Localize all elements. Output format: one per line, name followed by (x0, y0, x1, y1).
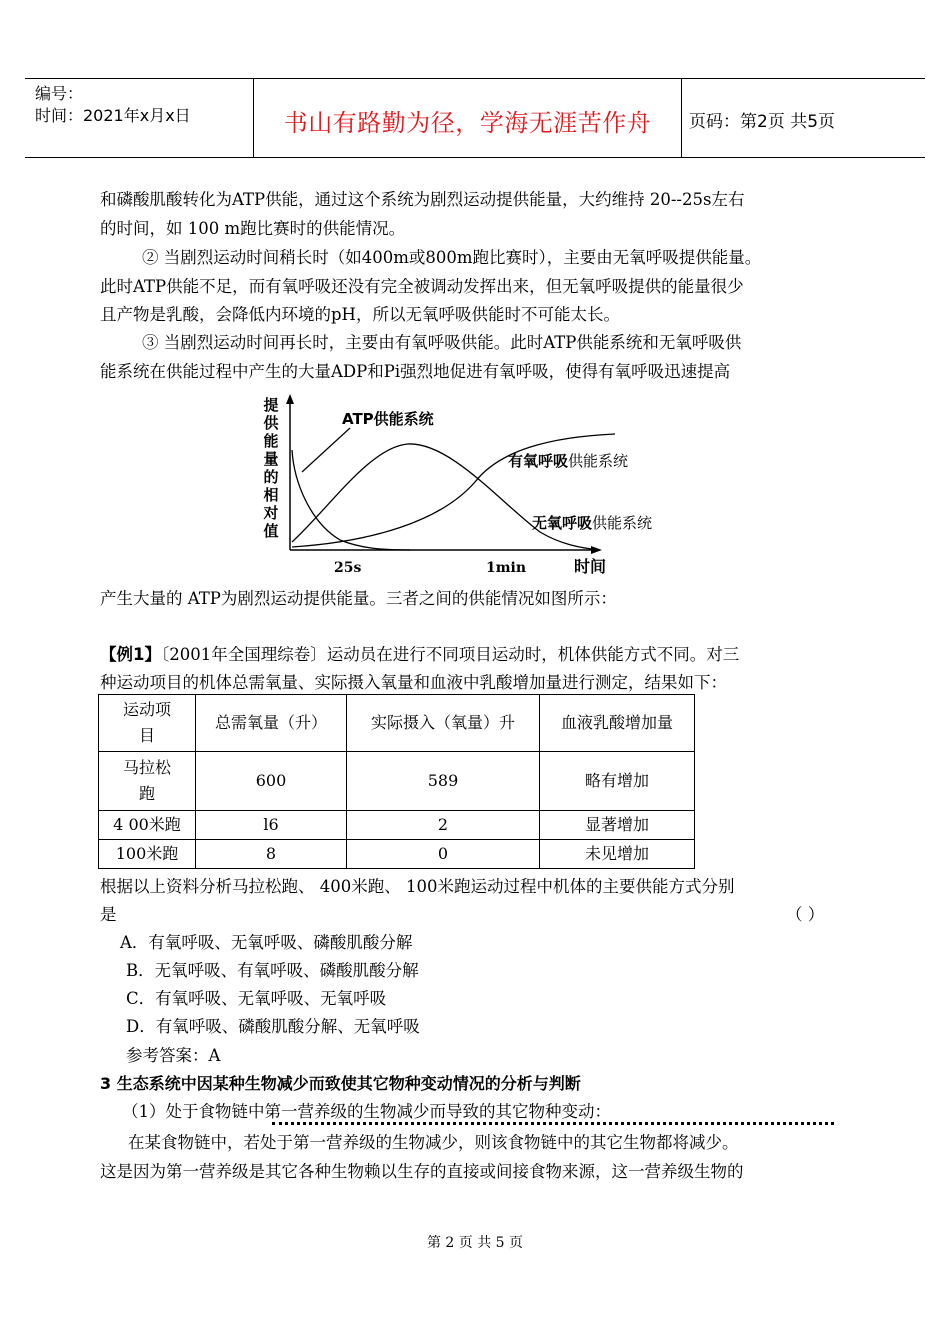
option-a: A．有氧呼吸、无氧呼吸、磷酸肌酸分解 (120, 933, 413, 952)
table-cell: 600 (196, 752, 347, 811)
chart-y-arrow (286, 394, 294, 404)
reference-answer: 参考答案：A (126, 1046, 221, 1065)
table-cell: 589 (347, 752, 540, 811)
paragraph-line: ② 当剧烈运动时间稍长时（如400m或800m跑比赛时），主要由无氧呼吸提供能量。 (142, 248, 762, 267)
paragraph-line: 在某食物链中，若处于第一营养级的生物减少，则该食物链中的其它生物都将减少。 (128, 1133, 739, 1152)
energy-supply-chart (250, 392, 680, 582)
emphasis-dots (272, 1122, 834, 1125)
option-d: D．有氧呼吸、磷酸肌酸分解、无氧呼吸 (126, 1017, 420, 1036)
table-cell: 未见增加 (540, 840, 695, 869)
table-header-cell: 实际摄入（氧量）升 (347, 695, 540, 752)
label-anaerobic-system: 无氧呼吸供能系统 (532, 514, 653, 532)
table-cell: 8 (196, 840, 347, 869)
header-page-number: 页码：第2页 共5页 (689, 112, 836, 132)
document-number-label: 编号： (35, 84, 84, 103)
paragraph-line: 能系统在供能过程中产生的大量ADP和Pi强烈地促进有氧呼吸，使得有氧呼吸迅速提高 (100, 362, 731, 381)
document-time-label: 时间：2021年x月x日 (35, 106, 191, 125)
example-tag: 【例1】 (100, 645, 161, 664)
table-cell: 0 (347, 840, 540, 869)
example-intro-line (100, 640, 860, 669)
paragraph-line: ③ 当剧烈运动时间再长时，主要由有氧呼吸供能。此时ATP供能系统和无氧呼吸供 (142, 333, 742, 352)
section-3-title: 3 生态系统中因某种生物减少而致使其它物种变动情况的分析与判断 (100, 1074, 581, 1093)
oxygen-data-table (98, 694, 695, 869)
example-text: 〔2001年全国理综卷〕运动员在进行不同项目运动时，机体供能方式不同。对三 (160, 645, 740, 664)
table-header-cell: 运动项目 (99, 695, 196, 752)
atp-label-leader (302, 428, 350, 472)
paragraph-line: 的时间，如 100 m跑比赛时的供能情况。 (100, 219, 406, 238)
x-tick-1min: 1min (486, 560, 527, 576)
question-line: 根据以上资料分析马拉松跑、 400米跑、 100米跑运动过程中机体的主要供能方式分别 (100, 877, 735, 896)
example-intro-line: 种运动项目的机体总需氧量、实际摄入氧量和血液中乳酸增加量进行测定，结果如下： (100, 673, 727, 692)
answer-bracket: （ ） (786, 905, 825, 924)
section-3-subheading: （1）处于食物链中第一营养级的生物减少而导致的其它物种变动： (122, 1102, 611, 1121)
chart-xlabel: 时间 (574, 557, 607, 576)
question-line: 是 (100, 905, 117, 924)
table-header-row (99, 695, 695, 752)
table-header-cell: 总需氧量（升） (196, 695, 347, 752)
page-footer: 第 2 页 共 5 页 (426, 1235, 524, 1251)
table-cell: 4 00米跑 (99, 811, 196, 840)
table-cell: 显著增加 (540, 811, 695, 840)
option-b: B．无氧呼吸、有氧呼吸、磷酸肌酸分解 (126, 961, 419, 980)
label-atp-system: ATP供能系统 (342, 410, 434, 428)
x-tick-25s: 25s (334, 560, 362, 576)
label-aerobic-system: 有氧呼吸供能系统 (508, 452, 629, 470)
table-cell: 2 (347, 811, 540, 840)
table-cell: 100米跑 (99, 840, 196, 869)
paragraph-line: 这是因为第一营养级是其它各种生物赖以生存的直接或间接食物来源，这一营养级生物的 (100, 1162, 744, 1181)
header-divider-right (681, 79, 682, 157)
table-cell: l6 (196, 811, 347, 840)
table-row (99, 811, 695, 840)
chart-ylabel: 提供能量的相对值 (263, 396, 281, 540)
table-cell: 马拉松跑 (99, 752, 196, 811)
paragraph-line: 且产物是乳酸，会降低内环境的pH，所以无氧呼吸供能时不可能太长。 (100, 305, 620, 324)
header-motto: 书山有路勤为径，学海无涯苦作舟 (283, 109, 652, 137)
paragraph-line: 此时ATP供能不足，而有氧呼吸还没有完全被调动发挥出来，但无氧呼吸提供的能量很少 (100, 277, 744, 296)
page-header (25, 78, 925, 158)
paragraph-line: 和磷酸肌酸转化为ATP供能，通过这个系统为剧烈运动提供能量，大约维持 20--25s左右 (100, 190, 745, 209)
table-row (99, 752, 695, 811)
table-row (99, 840, 695, 869)
paragraph-line: 产生大量的 ATP为剧烈运动提供能量。三者之间的供能情况如图所示： (100, 589, 617, 608)
header-meta (35, 83, 191, 127)
table-cell: 略有增加 (540, 752, 695, 811)
table-header-cell: 血液乳酸增加量 (540, 695, 695, 752)
option-c: C．有氧呼吸、无氧呼吸、无氧呼吸 (126, 989, 387, 1008)
